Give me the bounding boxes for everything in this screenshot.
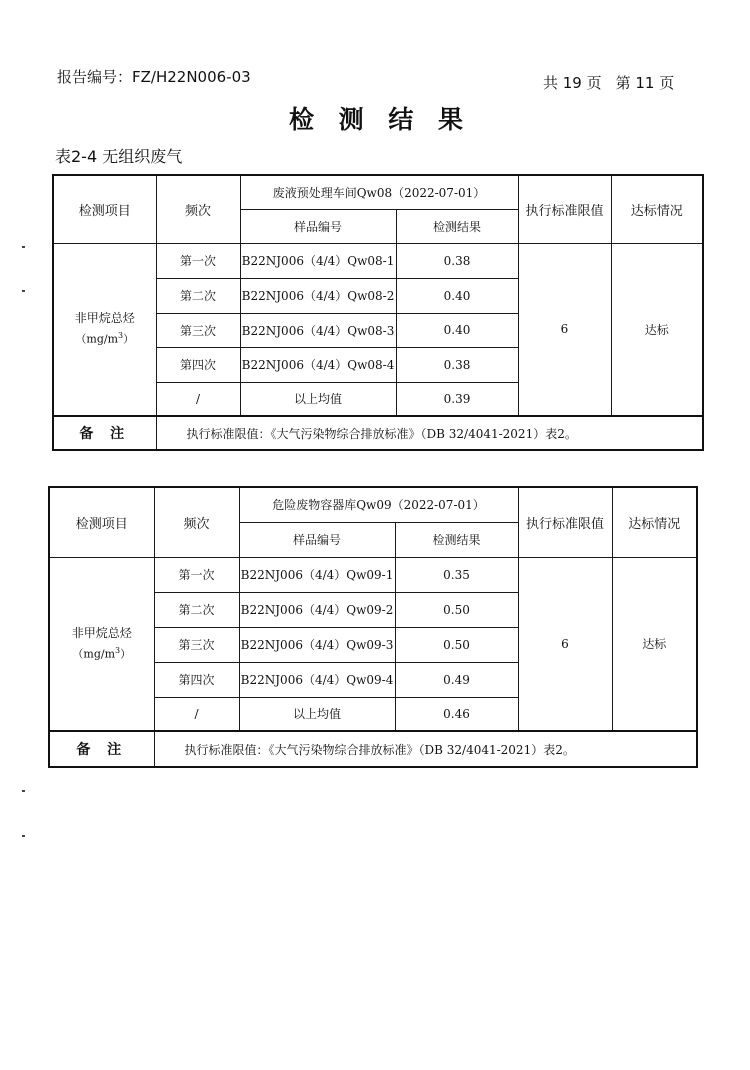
table-row-result: 0.50 <box>395 627 518 662</box>
table-row-result: 0.35 <box>395 557 518 592</box>
table-row-sample-id: B22NJ006（4/4）Qw08-1 <box>240 243 396 278</box>
table-row-sample-id: B22NJ006（4/4）Qw09-4 <box>239 662 395 697</box>
table-row-sample-id: B22NJ006（4/4）Qw08-2 <box>240 278 396 313</box>
parameter-cell <box>53 243 156 416</box>
average-value: 0.39 <box>396 382 518 416</box>
table-row-frequency: 第二次 <box>154 592 239 627</box>
col-header-status: 达标情况 <box>612 487 697 557</box>
col-header-sample-id: 样品编号 <box>240 209 396 243</box>
parameter-name: 非甲烷总烃 <box>74 311 135 326</box>
table-row-result: 0.38 <box>396 243 518 278</box>
compliance-status: 达标 <box>611 243 703 416</box>
table-caption: 表2-4 无组织废气 <box>55 147 183 166</box>
table-row-frequency: 第四次 <box>156 347 240 382</box>
remark-label: 备 注 <box>53 416 156 450</box>
location-header: 废液预处理车间Qw08（2022-07-01） <box>240 175 518 209</box>
table-row-result: 0.40 <box>396 313 518 347</box>
table-row-frequency: 第一次 <box>156 243 240 278</box>
col-header-result: 检测结果 <box>396 209 518 243</box>
col-header-limit: 执行标准限值 <box>518 487 612 557</box>
total-pages: 共 19 页 <box>543 74 602 92</box>
report-number: 报告编号：FZ/H22N006-03 <box>57 68 251 86</box>
table-row-frequency: 第四次 <box>154 662 239 697</box>
result-table-qw08 <box>52 174 704 451</box>
parameter-name: 非甲烷总烃 <box>71 625 132 640</box>
average-value: 0.46 <box>395 697 518 731</box>
table-row-frequency: 第一次 <box>154 557 239 592</box>
margin-mark <box>22 835 25 837</box>
table-row-sample-id: B22NJ006（4/4）Qw09-3 <box>239 627 395 662</box>
parameter-unit: $(mg/m^3)$ <box>75 331 135 347</box>
col-header-item: 检测项目 <box>49 487 154 557</box>
table-row-frequency: 第三次 <box>154 627 239 662</box>
remark-label: 备 注 <box>49 731 154 767</box>
average-label: 以上均值 <box>239 697 395 731</box>
col-header-item: 检测项目 <box>53 175 156 243</box>
table-row-frequency: / <box>156 382 240 416</box>
col-header-frequency: 频次 <box>154 487 239 557</box>
table-row-frequency: 第三次 <box>156 313 240 347</box>
table-row-sample-id: B22NJ006（4/4）Qw08-4 <box>240 347 396 382</box>
parameter-cell <box>49 557 154 731</box>
page-indicator <box>543 72 688 93</box>
margin-mark <box>22 290 25 292</box>
table-row-result: 0.50 <box>395 592 518 627</box>
remark-text: 执行标准限值：《大气污染物综合排放标准》（DB 32/4041-2021）表2。 <box>156 416 703 450</box>
table-row-sample-id: B22NJ006（4/4）Qw09-2 <box>239 592 395 627</box>
location-header: 危险废物容器库Qw09（2022-07-01） <box>239 487 518 522</box>
col-header-status: 达标情况 <box>611 175 703 243</box>
table-row-sample-id: B22NJ006（4/4）Qw08-3 <box>240 313 396 347</box>
page-title: 检 测 结 果 <box>288 105 472 134</box>
table-row-frequency: / <box>154 697 239 731</box>
col-header-sample-id: 样品编号 <box>239 522 395 557</box>
current-page: 第 11 页 <box>615 74 675 92</box>
table-row-result: 0.38 <box>396 347 518 382</box>
limit-value: 6 <box>518 243 611 416</box>
result-table-qw09 <box>48 486 698 768</box>
table-row-frequency: 第二次 <box>156 278 240 313</box>
col-header-limit: 执行标准限值 <box>518 175 611 243</box>
table-row-sample-id: B22NJ006（4/4）Qw09-1 <box>239 557 395 592</box>
margin-mark <box>22 790 25 792</box>
col-header-result: 检测结果 <box>395 522 518 557</box>
margin-mark <box>22 246 25 248</box>
table-row-result: 0.40 <box>396 278 518 313</box>
parameter-unit: $(mg/m^3)$ <box>72 645 132 661</box>
average-label: 以上均值 <box>240 382 396 416</box>
remark-text: 执行标准限值：《大气污染物综合排放标准》（DB 32/4041-2021）表2。 <box>154 731 697 767</box>
compliance-status: 达标 <box>612 557 697 731</box>
table-row-result: 0.49 <box>395 662 518 697</box>
col-header-frequency: 频次 <box>156 175 240 243</box>
limit-value: 6 <box>518 557 612 731</box>
